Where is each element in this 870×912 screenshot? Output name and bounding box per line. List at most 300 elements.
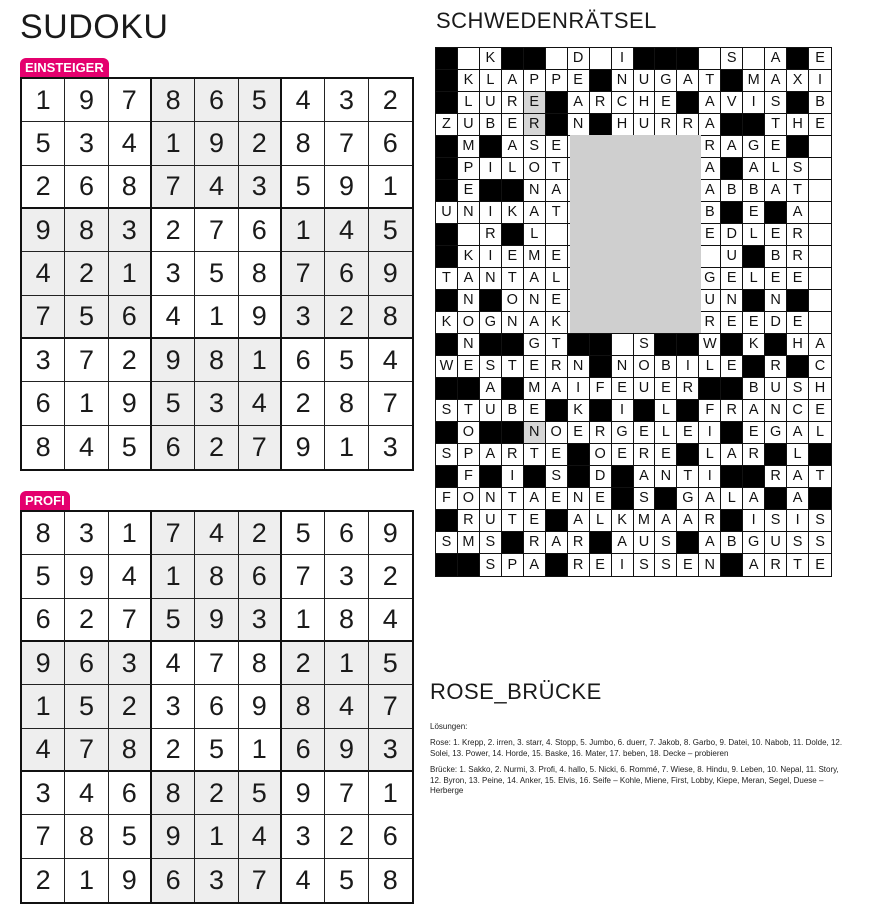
sudoku-cell: 8 bbox=[22, 512, 65, 555]
crossword-cell: E bbox=[524, 356, 546, 378]
sudoku-cell: 9 bbox=[325, 729, 368, 772]
sudoku-cell: 1 bbox=[369, 166, 412, 209]
sudoku-cell: 4 bbox=[65, 772, 108, 815]
sudoku-cell: 7 bbox=[22, 296, 65, 339]
crossword-cell: E bbox=[809, 114, 831, 136]
crossword-cell: E bbox=[524, 400, 546, 422]
crossword-cell: L bbox=[699, 444, 721, 466]
sudoku-cell: 2 bbox=[109, 685, 152, 728]
sudoku-cell: 1 bbox=[239, 729, 282, 772]
crossword-cell: U bbox=[634, 378, 656, 400]
sudoku-cell: 9 bbox=[239, 685, 282, 728]
crossword-cell: K bbox=[743, 334, 765, 356]
crossword-cell: E bbox=[546, 246, 568, 268]
crossword-cell: A bbox=[524, 488, 546, 510]
crossword-cell: F bbox=[458, 466, 480, 488]
crossword-black-cell bbox=[787, 290, 809, 312]
crossword-cell: I bbox=[612, 400, 634, 422]
crossword-cell: A bbox=[524, 312, 546, 334]
sudoku-cell: 5 bbox=[109, 815, 152, 858]
sudoku-cell: 2 bbox=[22, 859, 65, 902]
sudoku-cell: 6 bbox=[195, 79, 238, 122]
crossword-black-cell bbox=[765, 334, 787, 356]
crossword-black-cell bbox=[458, 378, 480, 400]
crossword-black-cell bbox=[436, 180, 458, 202]
crossword-black-cell bbox=[546, 400, 568, 422]
crossword-black-cell bbox=[568, 444, 590, 466]
crossword-cell: S bbox=[480, 554, 502, 576]
crossword-cell: E bbox=[612, 378, 634, 400]
crossword-cell: A bbox=[612, 532, 634, 554]
crossword-cell: D bbox=[765, 312, 787, 334]
crossword-cell bbox=[699, 246, 721, 268]
sudoku-cell: 4 bbox=[239, 382, 282, 425]
sudoku-cell: 3 bbox=[152, 685, 195, 728]
crossword-cell bbox=[546, 224, 568, 246]
sudoku-cell: 3 bbox=[382, 431, 398, 462]
crossword-black-cell bbox=[655, 488, 677, 510]
crossword-cell: I bbox=[677, 356, 699, 378]
crossword-cell: E bbox=[524, 510, 546, 532]
crossword-black-cell bbox=[480, 422, 502, 444]
crossword-cell: E bbox=[765, 268, 787, 290]
sudoku-cell: 6 bbox=[282, 729, 325, 772]
crossword-cell: O bbox=[524, 158, 546, 180]
crossword-cell: U bbox=[480, 510, 502, 532]
rose-bruecke-title: ROSE_BRÜCKE bbox=[430, 679, 602, 704]
crossword-cell: R bbox=[677, 114, 699, 136]
sudoku-cell: 7 bbox=[282, 252, 325, 295]
sudoku-cell: 8 bbox=[195, 555, 238, 598]
sudoku-cell: 4 bbox=[22, 729, 65, 772]
crossword-black-cell bbox=[502, 224, 524, 246]
sudoku-cell: 5 bbox=[65, 296, 108, 339]
crossword-cell: P bbox=[546, 70, 568, 92]
sudoku-cell: 5 bbox=[282, 166, 325, 209]
crossword-cell: K bbox=[436, 312, 458, 334]
crossword-black-cell bbox=[436, 158, 458, 180]
crossword-cell: G bbox=[480, 312, 502, 334]
crossword-cell: L bbox=[458, 92, 480, 114]
crossword-cell: E bbox=[655, 444, 677, 466]
bruecke-solution: Brücke: 1. Sakko, 2. Nurmi, 3. Profi, 4. hallo, 5. Nicki, 6. Rommé, 7. Wiese, 8. Hindu, 9. Leben, 10. Nepal, 11. Story, 12. Byron, 13. Peine, 14. Anker, 15. Elvis, 16. Seife – Kohle, Miene, First, Lobby, Kiepe, Meran, Segel, Duese – Herberge bbox=[430, 765, 839, 795]
crossword-cell: S bbox=[809, 510, 831, 532]
crossword-black-cell bbox=[480, 290, 502, 312]
crossword-cell: N bbox=[568, 114, 590, 136]
sudoku-cell: 7 bbox=[65, 339, 108, 382]
crossword-black-cell bbox=[436, 510, 458, 532]
crossword-cell: R bbox=[743, 444, 765, 466]
crossword-cell: E bbox=[655, 378, 677, 400]
crossword-cell: E bbox=[677, 554, 699, 576]
sudoku-cell: 3 bbox=[195, 382, 238, 425]
sudoku-cell: 3 bbox=[325, 555, 368, 598]
crossword-cell: R bbox=[699, 312, 721, 334]
crossword-cell: E bbox=[458, 356, 480, 378]
sudoku-cell: 3 bbox=[65, 122, 108, 165]
crossword-cell: C bbox=[612, 92, 634, 114]
sudoku-cell: 1 bbox=[65, 382, 108, 425]
crossword-cell: A bbox=[765, 180, 787, 202]
sudoku-cell: 5 bbox=[152, 382, 195, 425]
crossword-cell: E bbox=[546, 290, 568, 312]
sudoku-cell: 7 bbox=[109, 79, 152, 122]
sudoku-cell: 1 bbox=[369, 772, 412, 815]
crossword-cell: S bbox=[546, 466, 568, 488]
sudoku-cell: 1 bbox=[22, 79, 65, 122]
sudoku-cell: 9 bbox=[239, 296, 282, 339]
crossword-cell: H bbox=[787, 334, 809, 356]
crossword-black-cell bbox=[590, 114, 612, 136]
crossword-cell: G bbox=[677, 488, 699, 510]
sudoku-cell: 7 bbox=[152, 512, 195, 555]
crossword-cell: E bbox=[787, 268, 809, 290]
sudoku-cell: 2 bbox=[369, 79, 412, 122]
sudoku-cell: 6 bbox=[195, 685, 238, 728]
crossword-cell: M bbox=[634, 510, 656, 532]
crossword-cell: G bbox=[612, 422, 634, 444]
sudoku-cell: 5 bbox=[369, 642, 412, 685]
sudoku-cell: 3 bbox=[369, 729, 412, 772]
crossword-black-cell bbox=[546, 114, 568, 136]
crossword-black-cell bbox=[612, 466, 634, 488]
crossword-cell: L bbox=[787, 444, 809, 466]
crossword-cell: B bbox=[809, 92, 831, 114]
crossword-cell: A bbox=[743, 158, 765, 180]
crossword-cell: A bbox=[655, 510, 677, 532]
crossword-black-cell bbox=[809, 444, 831, 466]
crossword-cell: T bbox=[787, 180, 809, 202]
crossword-cell: U bbox=[721, 246, 743, 268]
crossword-cell: R bbox=[502, 92, 524, 114]
crossword-cell bbox=[809, 312, 831, 334]
crossword-cell: K bbox=[458, 246, 480, 268]
crossword-cell: C bbox=[787, 400, 809, 422]
crossword-black-cell bbox=[568, 334, 590, 356]
crossword-cell: N bbox=[699, 554, 721, 576]
crossword-cell: L bbox=[590, 510, 612, 532]
crossword-black-cell bbox=[436, 334, 458, 356]
crossword-cell: H bbox=[612, 114, 634, 136]
crossword-cell: O bbox=[502, 290, 524, 312]
crossword-cell: A bbox=[699, 92, 721, 114]
crossword-cell: T bbox=[436, 268, 458, 290]
crossword-cell: R bbox=[590, 92, 612, 114]
sudoku-cell: 5 bbox=[282, 512, 325, 555]
sudoku-cell: 3 bbox=[152, 252, 195, 295]
crossword-cell: G bbox=[743, 136, 765, 158]
sudoku-cell: 5 bbox=[109, 426, 152, 469]
crossword-cell: U bbox=[634, 70, 656, 92]
crossword-cell: T bbox=[502, 488, 524, 510]
crossword-black-cell bbox=[436, 422, 458, 444]
crossword-cell: F bbox=[590, 378, 612, 400]
crossword-cell: M bbox=[524, 246, 546, 268]
sudoku-cell: 1 bbox=[152, 555, 195, 598]
crossword-black-cell bbox=[787, 136, 809, 158]
crossword-cell bbox=[809, 136, 831, 158]
crossword-cell: T bbox=[787, 554, 809, 576]
crossword-cell: H bbox=[634, 92, 656, 114]
sudoku-cell: 6 bbox=[65, 642, 108, 685]
crossword-cell: R bbox=[524, 532, 546, 554]
sudoku-cell: 1 bbox=[239, 339, 282, 382]
crossword-cell: G bbox=[524, 334, 546, 356]
sudoku-cell: 4 bbox=[369, 339, 412, 382]
crossword-cell: R bbox=[765, 356, 787, 378]
sudoku-cell: 7 bbox=[325, 122, 368, 165]
crossword-cell: K bbox=[546, 312, 568, 334]
crossword-cell: S bbox=[634, 334, 656, 356]
crossword-cell: L bbox=[502, 158, 524, 180]
crossword-cell: D bbox=[568, 48, 590, 70]
crossword-cell: A bbox=[546, 180, 568, 202]
sudoku-cell: 8 bbox=[282, 685, 325, 728]
crossword-cell: A bbox=[502, 136, 524, 158]
crossword-cell: N bbox=[458, 290, 480, 312]
sudoku-cell: 8 bbox=[325, 599, 368, 642]
crossword-black-cell bbox=[480, 136, 502, 158]
sudoku-cell: 5 bbox=[195, 729, 238, 772]
crossword-black-cell bbox=[436, 246, 458, 268]
sudoku-cell: 5 bbox=[325, 339, 368, 382]
solutions-label: Lösungen: bbox=[430, 722, 468, 731]
crossword-cell: T bbox=[765, 114, 787, 136]
crossword-cell: A bbox=[502, 70, 524, 92]
crossword-cell: U bbox=[765, 532, 787, 554]
crossword-cell: F bbox=[436, 488, 458, 510]
crossword-cell: S bbox=[480, 532, 502, 554]
sudoku-cell: 2 bbox=[152, 209, 195, 252]
crossword-cell: A bbox=[765, 70, 787, 92]
crossword-cell: I bbox=[699, 466, 721, 488]
crossword-cell: C bbox=[809, 356, 831, 378]
sudoku-cell: 2 bbox=[369, 555, 412, 598]
crossword-cell: E bbox=[721, 268, 743, 290]
sudoku-cell: 8 bbox=[282, 122, 325, 165]
crossword-black-cell bbox=[721, 510, 743, 532]
crossword-black-cell bbox=[677, 400, 699, 422]
crossword-black-cell bbox=[721, 378, 743, 400]
crossword-cell: S bbox=[787, 158, 809, 180]
crossword-cell: I bbox=[480, 158, 502, 180]
crossword-cell: E bbox=[612, 444, 634, 466]
crossword-cell: N bbox=[524, 290, 546, 312]
sudoku-cell: 3 bbox=[65, 512, 108, 555]
sudoku-cell: 6 bbox=[109, 772, 152, 815]
crossword-cell: A bbox=[743, 554, 765, 576]
sudoku-cell: 4 bbox=[65, 426, 108, 469]
crossword-cell: T bbox=[699, 70, 721, 92]
sudoku-cell: 7 bbox=[239, 859, 282, 902]
crossword-cell: N bbox=[458, 202, 480, 224]
crossword-cell: A bbox=[765, 48, 787, 70]
crossword-cell: H bbox=[809, 378, 831, 400]
crossword-cell: T bbox=[546, 158, 568, 180]
crossword-cell: W bbox=[699, 334, 721, 356]
sudoku-cell: 1 bbox=[282, 599, 325, 642]
crossword-cell: U bbox=[634, 532, 656, 554]
crossword-cell: N bbox=[612, 70, 634, 92]
sudoku-cell: 9 bbox=[65, 555, 108, 598]
crossword-cell: E bbox=[502, 246, 524, 268]
crossword-cell: I bbox=[568, 378, 590, 400]
sudoku-cell: 4 bbox=[109, 122, 152, 165]
crossword-cell bbox=[809, 224, 831, 246]
crossword-cell: A bbox=[721, 136, 743, 158]
crossword-cell: N bbox=[721, 290, 743, 312]
crossword-cell: I bbox=[502, 466, 524, 488]
crossword-black-cell bbox=[787, 48, 809, 70]
crossword-cell: B bbox=[765, 246, 787, 268]
crossword-cell: N bbox=[524, 180, 546, 202]
sudoku-cell: 2 bbox=[325, 296, 368, 339]
sudoku-cell: 1 bbox=[325, 426, 368, 469]
crossword-cell: N bbox=[524, 422, 546, 444]
crossword-cell: T bbox=[502, 510, 524, 532]
crossword-cell bbox=[809, 246, 831, 268]
sudoku-cell: 7 bbox=[152, 166, 195, 209]
crossword-cell: E bbox=[765, 136, 787, 158]
crossword-black-cell bbox=[743, 290, 765, 312]
crossword-cell: A bbox=[480, 444, 502, 466]
crossword-cell: S bbox=[809, 532, 831, 554]
crossword-cell: F bbox=[699, 400, 721, 422]
crossword-cell: R bbox=[677, 378, 699, 400]
crossword-black-cell bbox=[677, 92, 699, 114]
sudoku-cell: 5 bbox=[325, 859, 368, 902]
crossword-cell: P bbox=[458, 158, 480, 180]
crossword-cell: I bbox=[743, 92, 765, 114]
sudoku-cell: 6 bbox=[282, 339, 325, 382]
crossword-cell: R bbox=[765, 466, 787, 488]
sudoku-cell: 8 bbox=[152, 79, 195, 122]
crossword-cell: E bbox=[546, 444, 568, 466]
crossword-cell: R bbox=[787, 246, 809, 268]
crossword-black-cell bbox=[743, 114, 765, 136]
crossword-cell: A bbox=[524, 268, 546, 290]
crossword-cell: D bbox=[721, 224, 743, 246]
crossword-black-cell bbox=[502, 532, 524, 554]
crossword-black-cell bbox=[502, 378, 524, 400]
crossword-cell: B bbox=[721, 180, 743, 202]
sudoku-cell: 2 bbox=[282, 382, 325, 425]
crossword-black-cell bbox=[436, 70, 458, 92]
crossword-cell: A bbox=[699, 488, 721, 510]
crossword-cell: A bbox=[568, 510, 590, 532]
sudoku-cell: 8 bbox=[369, 296, 412, 339]
sudoku-cell: 7 bbox=[369, 685, 412, 728]
crossword-cell: U bbox=[480, 92, 502, 114]
crossword-cell: E bbox=[546, 488, 568, 510]
sudoku-cell: 9 bbox=[195, 122, 238, 165]
crossword-cell: I bbox=[787, 510, 809, 532]
crossword-cell: S bbox=[721, 48, 743, 70]
crossword-cell: I bbox=[612, 48, 634, 70]
crossword-cell: T bbox=[677, 466, 699, 488]
crossword-cell: M bbox=[524, 378, 546, 400]
crossword-cell: T bbox=[546, 334, 568, 356]
crossword-cell: A bbox=[458, 268, 480, 290]
sudoku-cell: 2 bbox=[152, 729, 195, 772]
sudoku-cell: 1 bbox=[152, 122, 195, 165]
crossword-cell: A bbox=[699, 158, 721, 180]
crossword-cell: S bbox=[436, 444, 458, 466]
crossword-cell: N bbox=[568, 356, 590, 378]
crossword-cell bbox=[809, 180, 831, 202]
sudoku-cell: 5 bbox=[65, 685, 108, 728]
crossword-cell: S bbox=[480, 356, 502, 378]
crossword-black-cell bbox=[546, 554, 568, 576]
sudoku-cell: 6 bbox=[325, 512, 368, 555]
crossword-cell: E bbox=[743, 202, 765, 224]
crossword-black-cell bbox=[436, 554, 458, 576]
crossword-cell: R bbox=[699, 136, 721, 158]
sudoku-cell: 5 bbox=[239, 79, 282, 122]
crossword-cell: A bbox=[787, 202, 809, 224]
crossword-cell: L bbox=[699, 356, 721, 378]
crossword-cell: I bbox=[480, 202, 502, 224]
sudoku-cell: 9 bbox=[65, 79, 108, 122]
crossword-cell: S bbox=[787, 378, 809, 400]
crossword-black-cell bbox=[677, 444, 699, 466]
crossword-cell: E bbox=[524, 92, 546, 114]
sudoku-cell: 7 bbox=[65, 729, 108, 772]
sudoku-cell: 1 bbox=[195, 296, 238, 339]
sudoku-cell: 8 bbox=[239, 252, 282, 295]
sudoku-cell: 9 bbox=[152, 815, 195, 858]
crossword-cell: T bbox=[458, 400, 480, 422]
crossword-cell: R bbox=[480, 224, 502, 246]
crossword-cell: L bbox=[524, 224, 546, 246]
sudoku-cell: 9 bbox=[152, 339, 195, 382]
crossword-cell: P bbox=[502, 554, 524, 576]
sudoku-cell: 1 bbox=[282, 209, 325, 252]
crossword-cell: U bbox=[634, 114, 656, 136]
sudoku-cell: 5 bbox=[369, 209, 412, 252]
sudoku-cell: 4 bbox=[22, 252, 65, 295]
crossword-cell: A bbox=[699, 180, 721, 202]
crossword-cell: N bbox=[480, 268, 502, 290]
crossword-black-cell bbox=[721, 334, 743, 356]
crossword-cell: I bbox=[809, 70, 831, 92]
crossword-black-cell bbox=[502, 422, 524, 444]
crossword-cell: L bbox=[655, 422, 677, 444]
crossword-black-cell bbox=[699, 378, 721, 400]
crossword-black-cell bbox=[765, 444, 787, 466]
crossword-cell: K bbox=[458, 70, 480, 92]
sudoku-cell: 1 bbox=[195, 815, 238, 858]
crossword-cell: K bbox=[612, 510, 634, 532]
crossword-black-cell bbox=[612, 488, 634, 510]
sudoku-cell: 7 bbox=[22, 815, 65, 858]
crossword-cell: A bbox=[634, 466, 656, 488]
sudoku-cell: 3 bbox=[109, 642, 152, 685]
crossword-cell bbox=[546, 48, 568, 70]
crossword-cell: A bbox=[546, 532, 568, 554]
sudoku-cell: 6 bbox=[22, 599, 65, 642]
sudoku-cell: 7 bbox=[195, 209, 238, 252]
crossword-cell: S bbox=[655, 554, 677, 576]
crossword-cell: A bbox=[787, 488, 809, 510]
sudoku-profi-grid bbox=[20, 510, 414, 904]
sudoku-cell: 4 bbox=[152, 642, 195, 685]
crossword-black-cell bbox=[546, 92, 568, 114]
crossword-cell: S bbox=[436, 400, 458, 422]
sudoku-cell: 6 bbox=[325, 252, 368, 295]
crossword-cell: A bbox=[546, 378, 568, 400]
sudoku-cell: 2 bbox=[109, 339, 152, 382]
